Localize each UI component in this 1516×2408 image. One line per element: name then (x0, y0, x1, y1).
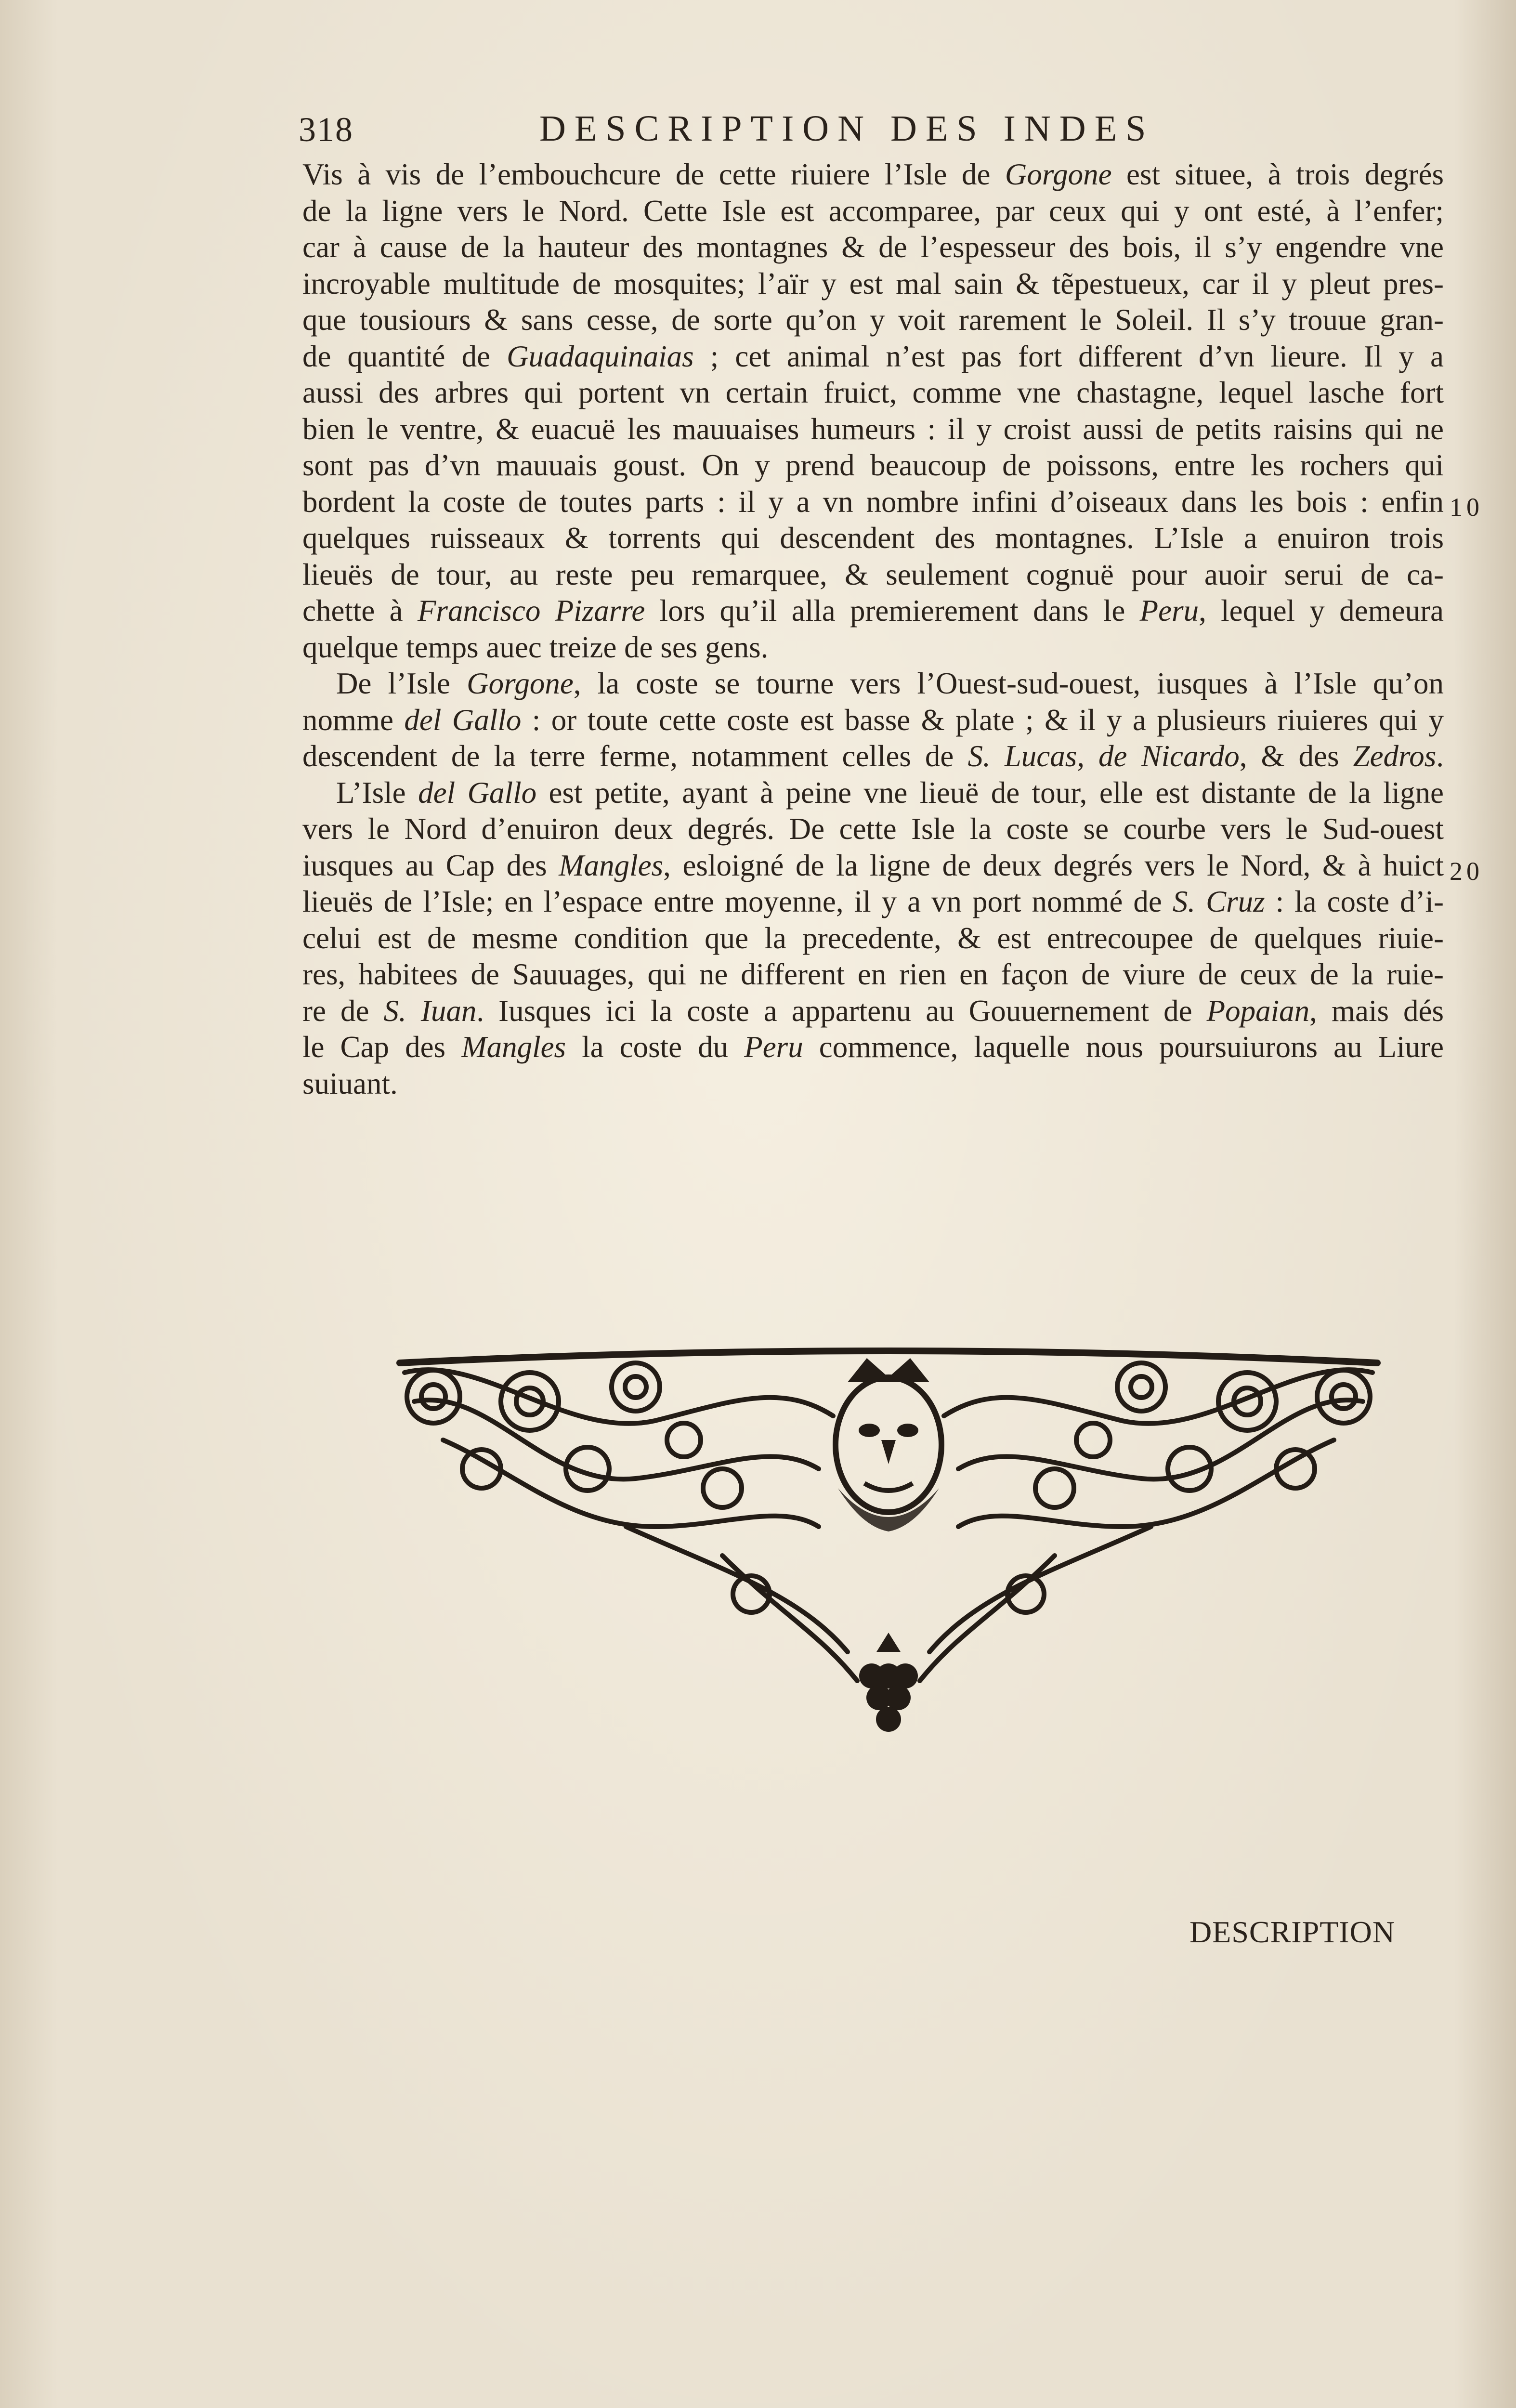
text-line (302, 1066, 1444, 1102)
italic-name: S. Cruz (1172, 885, 1265, 918)
text-line (302, 920, 1444, 957)
text-run: suiuant. (302, 1066, 398, 1100)
italic-name: del Gallo (404, 703, 522, 737)
text-run: lieuës de tour, au reste peu remarquee, & seulement cognuë pour auoir serui de ca- (302, 557, 1444, 591)
text-run: , & des (1239, 739, 1353, 773)
italic-name: Guadaquinaias (507, 339, 694, 373)
text-line (302, 302, 1444, 339)
text-line (302, 593, 1444, 629)
text-run: sont pas d’vn mauuais goust. On y prend beaucoup de poissons, entre les rochers qui (302, 448, 1444, 482)
text-run: commence, laquelle nous poursuiurons au Liure (803, 1030, 1444, 1064)
text-run: Vis à vis de l’embouchcure de cette riuiere l’Isle de (302, 157, 1005, 191)
text-run: bordent la coste de toutes parts : il y a vn nombre infini d’oiseaux dans les bois : enfin (302, 484, 1444, 519)
text-run: L’Isle (336, 775, 418, 810)
text-run: quelques ruisseaux & torrents qui descendent des montagnes. L’Isle a enuiron trois (302, 521, 1444, 555)
text-line (302, 157, 1444, 193)
text-run: chette à (302, 594, 418, 628)
text-run: celui est de mesme condition que la precedente, & est entrecoupee de quelques riuie- (302, 921, 1444, 955)
text-run: , esloigné de la ligne de deux degrés vers le Nord, & à huict (663, 848, 1444, 882)
italic-name: S. Iuan (383, 994, 477, 1028)
text-line (302, 629, 1444, 666)
text-line (302, 956, 1444, 993)
text-run: lieuës de l’Isle; en l’espace entre moyenne, il y a vn port nommé de (302, 885, 1173, 918)
italic-name: Peru (1139, 594, 1199, 628)
running-title: DESCRIPTION DES INDES (539, 108, 1155, 149)
text-line (302, 557, 1444, 593)
text-run: de la ligne vers le Nord. Cette Isle est accomparee, par ceux qui y ont esté, à l’enfer; (302, 194, 1444, 228)
text-run: le Cap des (302, 1030, 462, 1064)
text-run: re de (302, 994, 384, 1028)
text-line (302, 811, 1444, 848)
italic-name: Mangles (559, 848, 664, 882)
italic-name: del Gallo (418, 775, 537, 810)
text-run: que tousiours & sans cesse, de sorte qu’on y voit rarement le Soleil. Il s’y trouue gran- (302, 303, 1444, 337)
text-run: lors qu’il alla premierement dans le (645, 594, 1140, 628)
catchword: DESCRIPTION (1189, 1915, 1396, 1949)
italic-name: Gorgone (1005, 157, 1112, 191)
text-run: res, habitees de Sauuages, qui ne different en rien en façon de viure de ceux de la ruie- (302, 957, 1444, 991)
text-run: : or toute cette coste est basse & plate ; & il y a plusieurs riuieres qui y (521, 703, 1444, 737)
italic-name: Zedros (1353, 739, 1437, 773)
text-run: . (1436, 739, 1444, 773)
text-line (302, 339, 1444, 375)
text-run: bien le ventre, & euacuë les mauuaises humeurs : il y croist aussi de petits raisins qui ne (302, 412, 1444, 446)
text-line (302, 666, 1444, 702)
text-line (302, 193, 1444, 230)
text-run: nomme (302, 703, 405, 737)
text-line (302, 848, 1444, 884)
margin-line-number-10: 10 (1450, 493, 1483, 522)
text-run: ; cet animal n’est pas fort different d’vn lieure. Il y a (693, 339, 1444, 373)
text-run: , la coste se tourne vers l’Ouest-sud-ouest, iusques à l’Isle qu’on (573, 667, 1444, 700)
body-text (302, 157, 1444, 1102)
text-line (302, 266, 1444, 302)
margin-line-number-20: 20 (1450, 857, 1483, 886)
text-run: vers le Nord d’enuiron deux degrés. De cette Isle la coste se courbe vers le Sud-ouest (302, 812, 1444, 846)
text-run: incroyable multitude de mosquites; l’aïr y est mal sain & tẽpestueux, car il y pleut pres- (302, 266, 1444, 301)
text-run: iusques au Cap des (302, 848, 559, 882)
italic-name: Mangles (461, 1030, 566, 1064)
tailpiece-ornament (385, 1344, 1392, 1753)
text-run: : la coste d’i- (1265, 885, 1444, 918)
text-run: aussi des arbres qui portent vn certain fruict, comme vne chastagne, lequel lasche fort (302, 376, 1444, 409)
text-run: car à cause de la hauteur des montagnes & de l’espesseur des bois, il s’y engendre vne (302, 230, 1444, 264)
text-line (302, 775, 1444, 811)
text-line (302, 993, 1444, 1030)
text-line (302, 229, 1444, 266)
text-line (302, 411, 1444, 448)
text-line (302, 1029, 1444, 1066)
text-run: est petite, ayant à peine vne lieuë de tour, elle est distante de la ligne (536, 775, 1444, 810)
page-header (299, 110, 1445, 163)
text-run: , mais dés (1309, 994, 1444, 1028)
italic-name: S. Lucas, de Nicardo (967, 739, 1240, 773)
page-number: 318 (299, 110, 353, 149)
text-line (302, 375, 1444, 411)
text-line (302, 447, 1444, 484)
italic-name: Peru (744, 1030, 803, 1064)
text-line (302, 702, 1444, 739)
text-run: . Iusques ici la coste a appartenu au Gouuernement de (476, 994, 1207, 1028)
text-line (302, 884, 1444, 920)
text-run: de quantité de (302, 339, 507, 373)
text-run: quelque temps auec treize de ses gens. (302, 630, 769, 664)
italic-name: Popaian (1206, 994, 1310, 1028)
text-run: est situee, à trois degrés (1111, 157, 1444, 191)
italic-name: Gorgone (467, 667, 574, 700)
text-line (302, 738, 1444, 775)
text-run: , lequel y demeura (1199, 594, 1444, 628)
italic-name: Francisco Pizarre (417, 594, 645, 628)
text-line (302, 484, 1444, 521)
text-line (302, 520, 1444, 557)
text-run: la coste du (566, 1030, 745, 1064)
text-run: De l’Isle (336, 667, 467, 700)
text-run: descendent de la terre ferme, notamment celles de (302, 739, 968, 773)
